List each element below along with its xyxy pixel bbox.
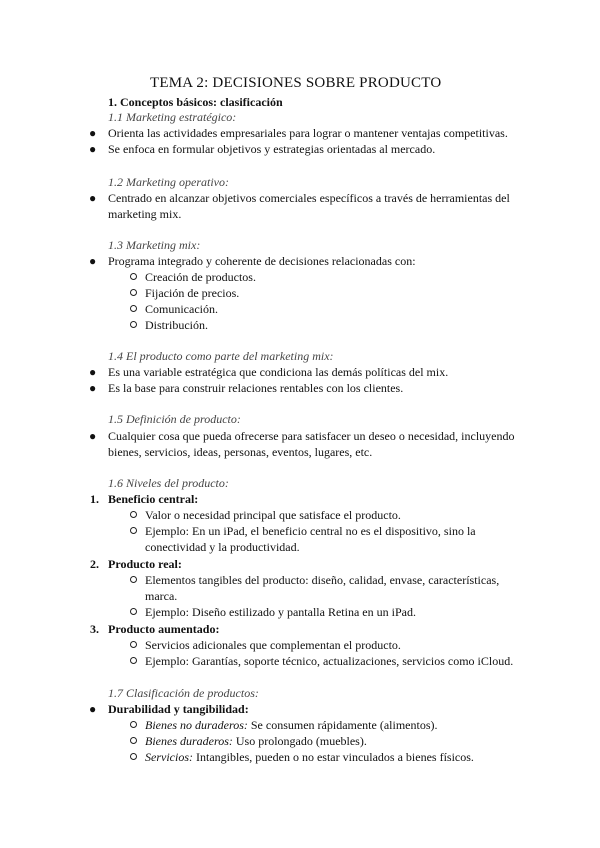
sub-bullet-text: Comunicación. — [145, 302, 218, 316]
sub-bullet-text: Ejemplo: Diseño estilizado y pantalla Retina en un iPad. — [145, 605, 416, 619]
circle-bullet-icon — [130, 273, 137, 280]
bullet-icon: ● — [89, 365, 97, 379]
sub-bullet-text: Elementos tangibles del producto: diseño, calidad, envase, características, — [145, 573, 500, 587]
bullet-text: Se enfoca en formular objetivos y estrategias orientadas al mercado. — [108, 142, 436, 156]
circle-bullet-icon — [130, 576, 137, 583]
circle-bullet-icon — [130, 657, 137, 664]
sub-bullet-text: marca. — [145, 589, 178, 603]
bullet-text: Cualquier cosa que pueda ofrecerse para satisfacer un deseo o necesidad, incluyendo — [108, 429, 515, 443]
circle-bullet-icon — [130, 608, 137, 615]
sub-bullet-text: Servicios adicionales que complementan el producto. — [145, 638, 401, 652]
circle-bullet-icon — [130, 289, 137, 296]
subsection-heading: 1.4 El producto como parte del marketing mix: — [108, 349, 334, 363]
circle-bullet-icon — [130, 721, 137, 728]
sub-bullet-text: Ejemplo: Garantías, soporte técnico, actualizaciones, servicios como iCloud. — [145, 654, 514, 668]
bullet-text: Centrado en alcanzar objetivos comerciales específicos a través de herramientas del — [108, 191, 510, 205]
list-number: 2. — [90, 557, 99, 571]
sub-bullet-text — [145, 717, 437, 733]
subsection-heading: 1.6 Niveles del producto: — [108, 476, 229, 490]
sub-bullet-text: Creación de productos. — [145, 270, 256, 284]
bullet-icon: ● — [89, 381, 97, 395]
subsection-heading: 1.3 Marketing mix: — [108, 238, 201, 252]
subsection-heading: 1.5 Definición de producto: — [108, 412, 241, 426]
list-number: 3. — [90, 622, 99, 636]
circle-bullet-icon — [130, 527, 137, 534]
bullet-text: marketing mix. — [108, 207, 182, 221]
circle-bullet-icon — [130, 641, 137, 648]
bullet-text: Orienta las actividades empresariales para lograr o mantener ventajas competitivas. — [108, 126, 508, 140]
level-label: Beneficio central: — [108, 492, 199, 506]
sub-bullet-text: Valor o necesidad principal que satisface el producto. — [145, 508, 401, 522]
page-title: TEMA 2: DECISIONES SOBRE PRODUCTO — [150, 75, 442, 91]
sub-bullet-text: Ejemplo: En un iPad, el beneficio central no es el dispositivo, sino la — [145, 524, 476, 538]
bullet-icon: ● — [89, 191, 97, 205]
bullet-icon: ● — [89, 254, 97, 268]
circle-bullet-icon — [130, 305, 137, 312]
term: Servicios: — [145, 750, 193, 764]
subsection-heading: 1.2 Marketing operativo: — [108, 175, 229, 189]
sub-bullet-text — [145, 733, 367, 749]
term-desc: Intangibles, pueden o no estar vinculados a bienes físicos. — [192, 750, 474, 764]
term: Bienes duraderos: — [145, 734, 233, 748]
subsection-heading: 1.1 Marketing estratégico: — [108, 110, 237, 124]
bullet-text: Es una variable estratégica que condiciona las demás políticas del mix. — [108, 365, 449, 379]
bullet-text: Programa integrado y coherente de decisiones relacionadas con: — [108, 254, 416, 268]
bullet-text: Durabilidad y tangibilidad: — [108, 702, 249, 716]
list-number: 1. — [90, 492, 99, 506]
circle-bullet-icon — [130, 321, 137, 328]
sub-bullet-text: Fijación de precios. — [145, 286, 240, 300]
level-label: Producto aumentado: — [108, 622, 220, 636]
sub-bullet-text: Distribución. — [145, 318, 208, 332]
bullet-text: Es la base para construir relaciones rentables con los clientes. — [108, 381, 404, 395]
level-label: Producto real: — [108, 557, 182, 571]
section-heading: 1. Conceptos básicos: clasificación — [108, 95, 283, 109]
sub-bullet-text — [145, 749, 474, 765]
circle-bullet-icon — [130, 511, 137, 518]
circle-bullet-icon — [130, 753, 137, 760]
subsection-heading: 1.7 Clasificación de productos: — [108, 686, 259, 700]
term: Bienes no duraderos: — [145, 718, 248, 732]
term-desc: Uso prolongado (muebles). — [232, 734, 367, 748]
term-desc: Se consumen rápidamente (alimentos). — [247, 718, 438, 732]
bullet-icon: ● — [89, 702, 97, 716]
sub-bullet-text: conectividad y la productividad. — [145, 540, 300, 554]
bullet-icon: ● — [89, 126, 97, 140]
bullet-text: bienes, servicios, ideas, personas, eventos, lugares, etc. — [108, 445, 373, 459]
bullet-icon: ● — [89, 429, 97, 443]
circle-bullet-icon — [130, 737, 137, 744]
bullet-icon: ● — [89, 142, 97, 156]
